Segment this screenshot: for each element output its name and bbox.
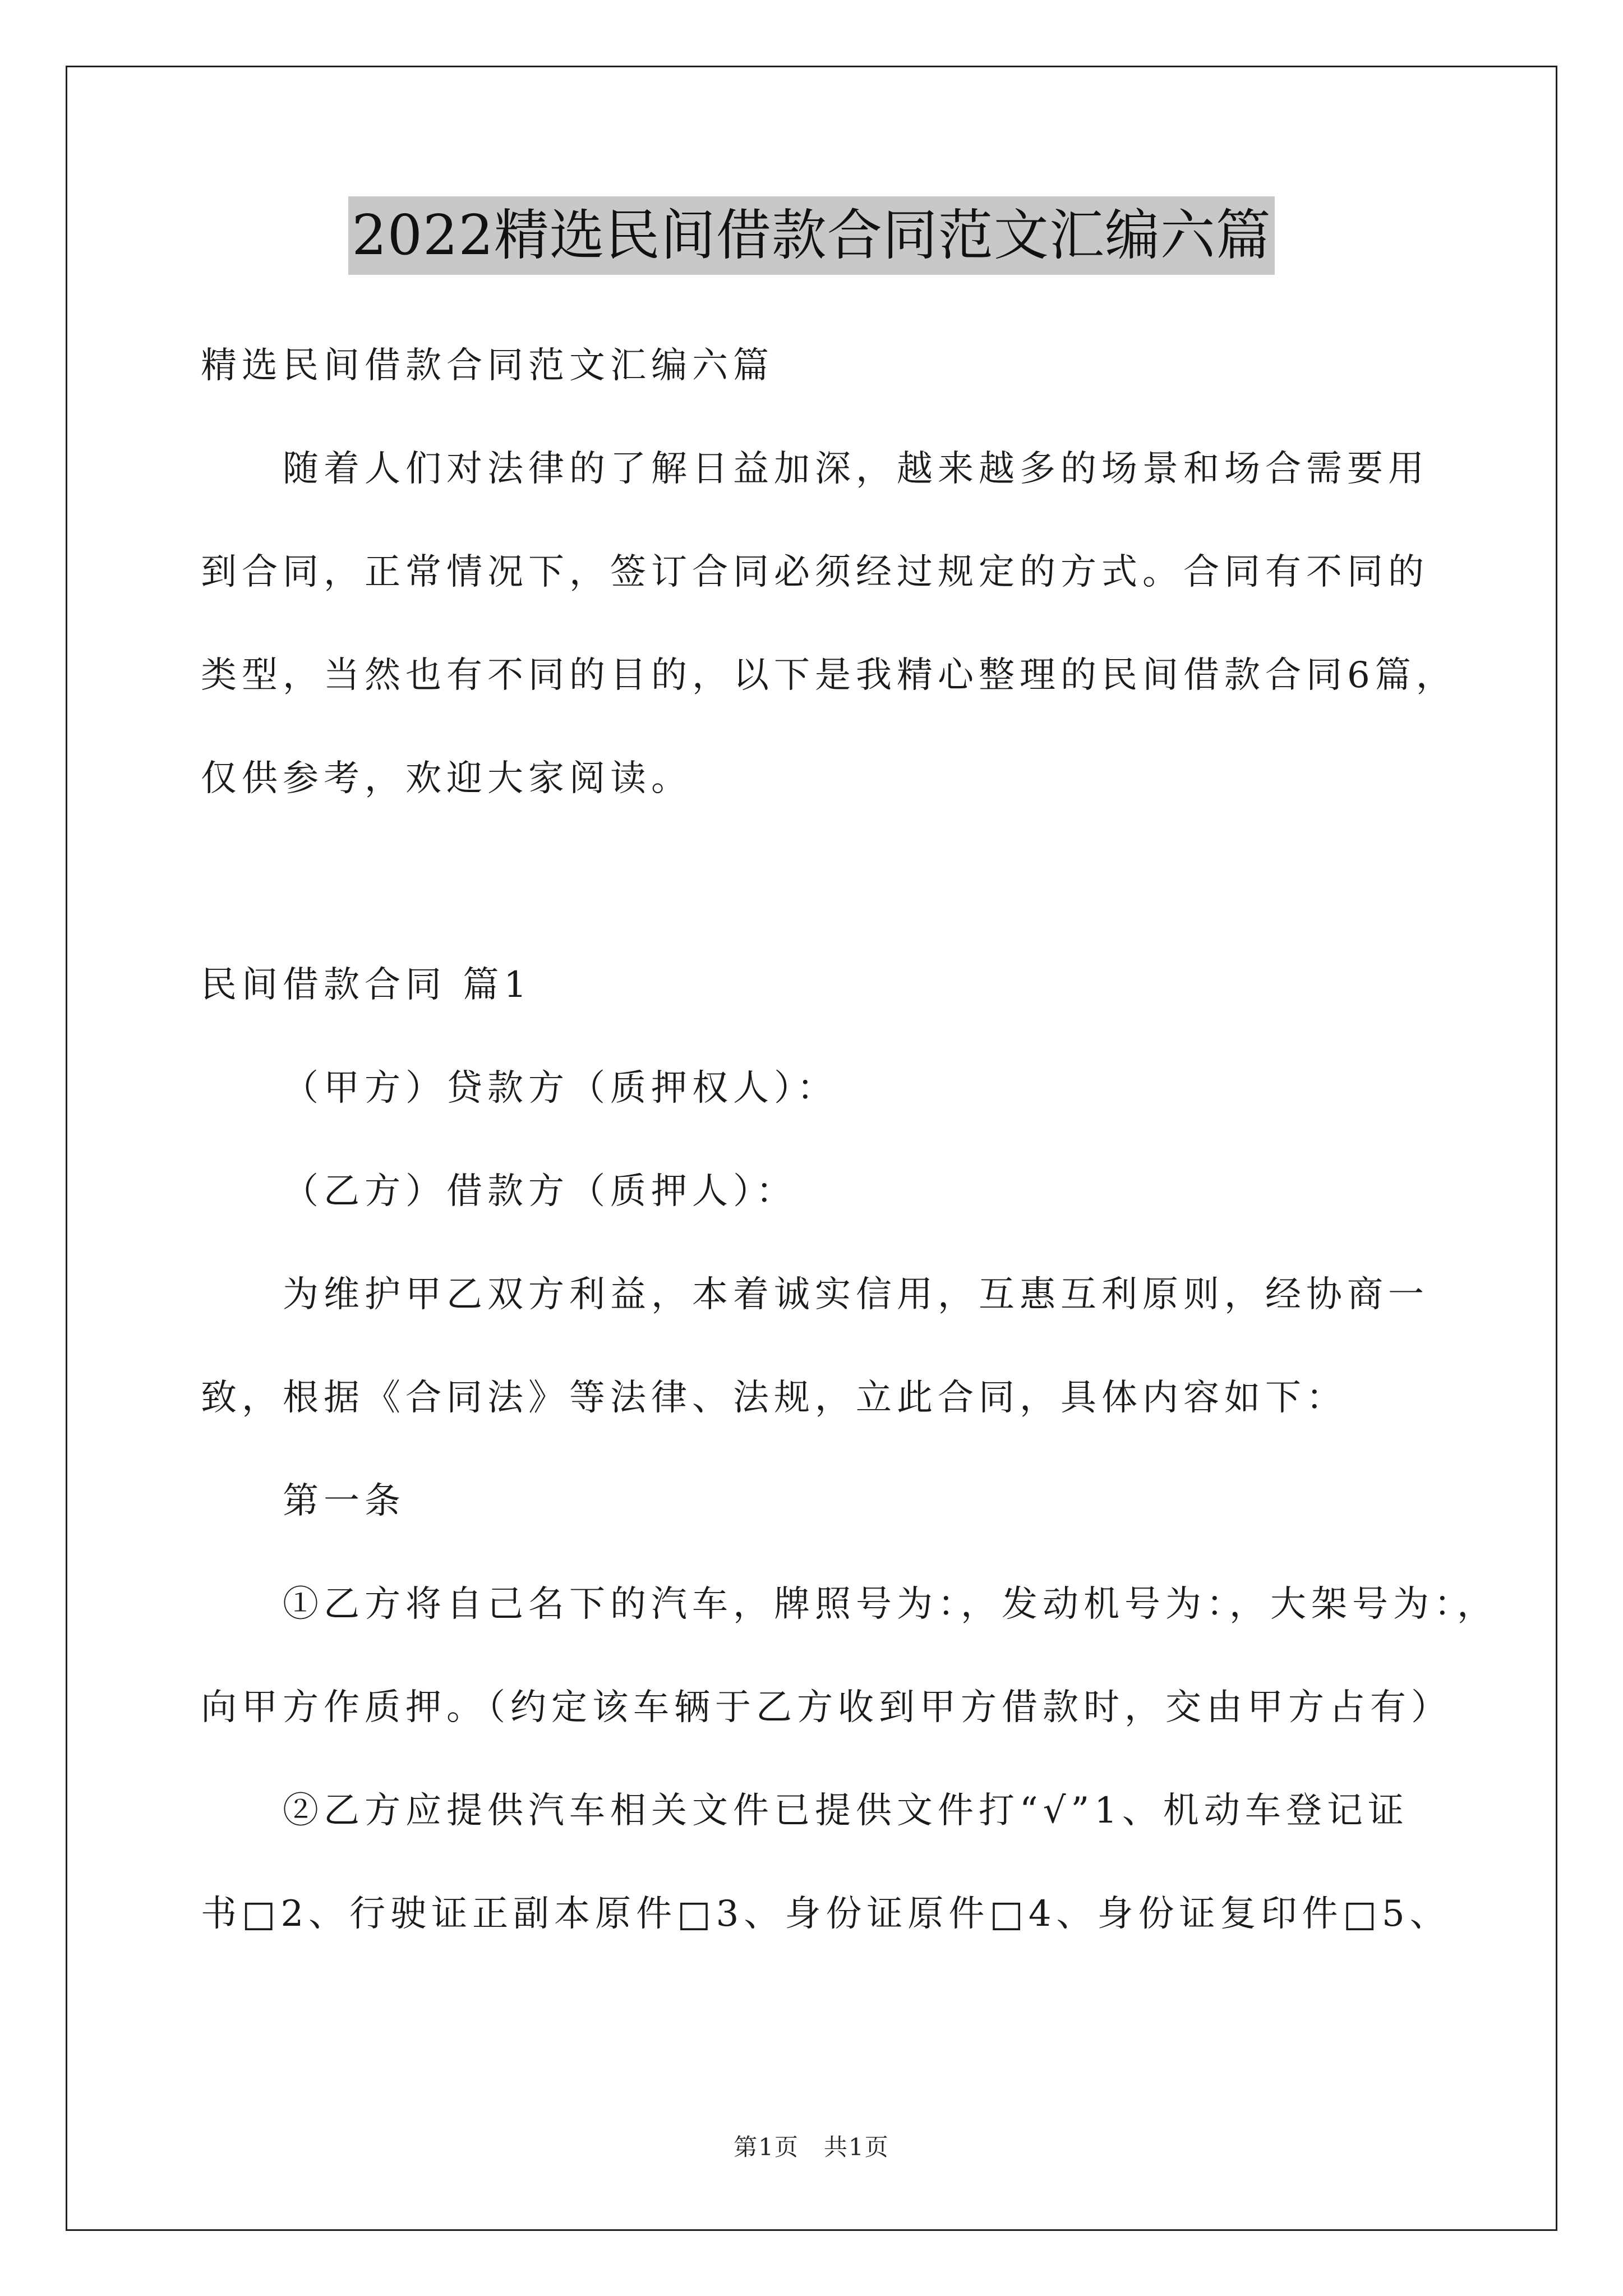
subtitle: 精选民间借款合同范文汇编六篇 — [201, 345, 774, 386]
title-container — [0, 196, 1623, 275]
party-a-line: （甲方）贷款方（质押权人）： — [283, 1068, 838, 1109]
section-heading: 民间借款合同 篇1 — [201, 964, 532, 1006]
clause-line: 向甲方作质押。（约定该车辆于乙方收到甲方借款时，交由甲方占有） — [201, 1687, 1452, 1728]
intro-line: 到合同，正常情况下，签订合同必须经过规定的方式。合同有不同的 — [201, 551, 1429, 593]
preamble-line: 致，根据《合同法》等法律、法规，立此合同，具体内容如下： — [201, 1377, 1347, 1419]
article-heading: 第一条 — [283, 1480, 405, 1522]
clause-line: ②乙方应提供汽车相关文件已提供文件打“√”1、机动车登记证 — [283, 1790, 1409, 1832]
clause-line: 书□2、行驶证正副本原件□3、身份证原件□4、身份证复印件□5、 — [201, 1893, 1451, 1935]
intro-line: 仅供参考，欢迎大家阅读。 — [201, 758, 692, 799]
paragraph-spacer — [201, 830, 1468, 933]
document-body — [201, 314, 1498, 1966]
intro-line: 类型，当然也有不同的目的，以下是我精心整理的民间借款合同6篇， — [201, 655, 1457, 696]
clause-line: ①乙方将自己名下的汽车，牌照号为：，发动机号为：，大架号为：， — [283, 1584, 1498, 1625]
preamble-line: 为维护甲乙双方利益，本着诚实信用，互惠互利原则，经协商一 — [283, 1274, 1429, 1315]
page-number: 第1页 共1页 — [734, 2133, 889, 2161]
document-title: 2022精选民间借款合同范文汇编六篇 — [348, 196, 1274, 275]
party-b-line: （乙方）借款方（质押人）： — [283, 1171, 797, 1212]
intro-line: 随着人们对法律的了解日益加深，越来越多的场景和场合需要用 — [283, 448, 1429, 490]
